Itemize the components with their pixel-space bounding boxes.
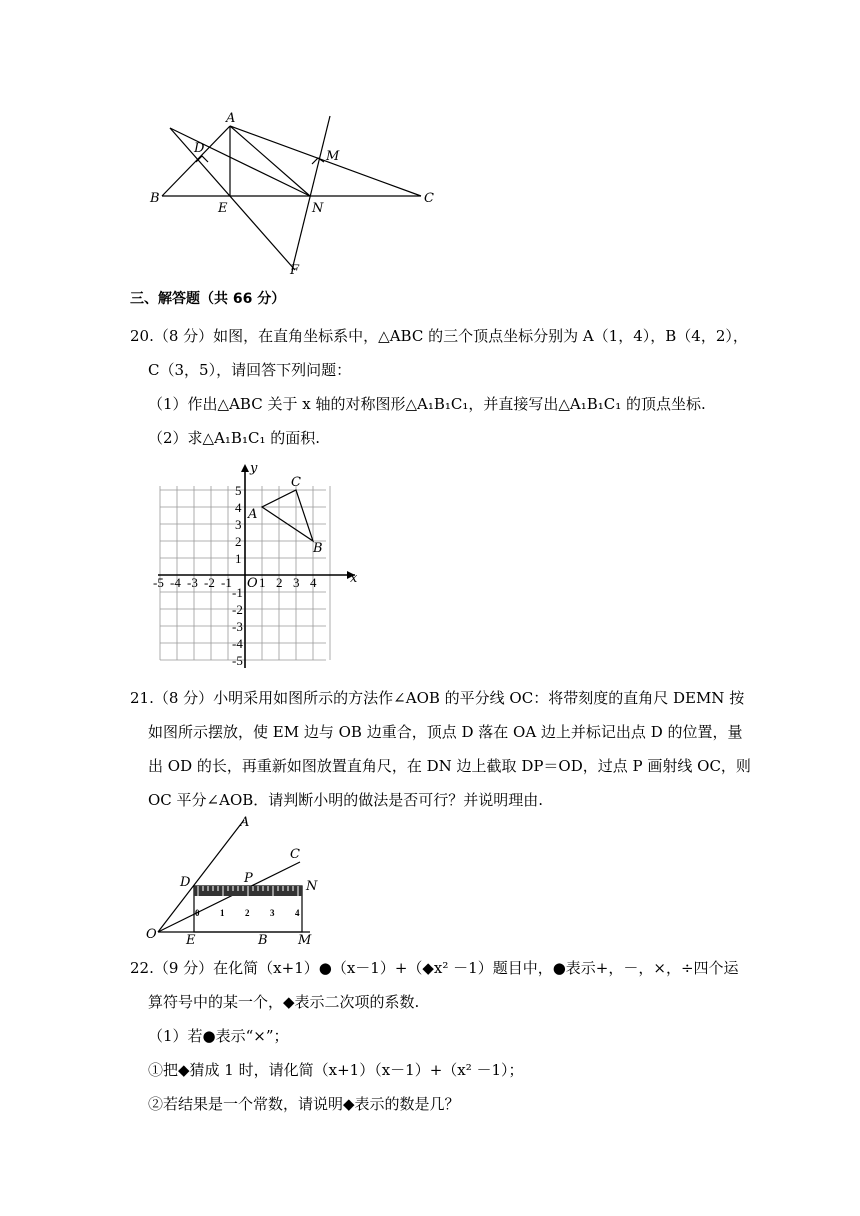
point-C-label: C bbox=[291, 475, 301, 490]
label-A: A bbox=[226, 111, 236, 126]
point-B-label: B bbox=[313, 541, 323, 556]
y-axis-label: y bbox=[250, 461, 258, 476]
x-tick-label: 4 bbox=[310, 575, 317, 590]
x-tick-label: 1 bbox=[259, 575, 266, 590]
label-M: M bbox=[326, 149, 340, 164]
y-tick-label: 5 bbox=[235, 483, 242, 498]
x-tick-label: -1 bbox=[221, 575, 232, 590]
label-P21: P bbox=[244, 871, 253, 886]
q21-line4: OC 平分∠AOB．请判断小明的做法是否可行？并说明理由. bbox=[148, 791, 544, 809]
point-A-label: A bbox=[248, 507, 258, 522]
q21-line1: 21.（8 分）小明采用如图所示的方法作∠AOB 的平分线 OC：将带刻度的直角尺 DEMN 按 bbox=[130, 689, 745, 707]
label-C21: C bbox=[290, 847, 300, 862]
q20-part2: （2）求△A₁B₁C₁ 的面积. bbox=[148, 429, 320, 447]
coordinate-grid-q20 bbox=[150, 460, 365, 672]
q20-part1: （1）作出△ABC 关于 x 轴的对称图形△A₁B₁C₁，并直接写出△A₁B₁C₁ 的顶点坐标. bbox=[148, 395, 706, 413]
triangle-abc bbox=[262, 490, 313, 541]
section-heading: 三、解答题（共 66 分） bbox=[130, 291, 286, 307]
origin-label: O bbox=[247, 576, 258, 591]
y-tick-label: 2 bbox=[235, 534, 242, 549]
label-B: B bbox=[150, 191, 160, 206]
ruler-number: 1 bbox=[220, 908, 225, 918]
x-tick-label: -5 bbox=[153, 575, 164, 590]
q21-line2: 如图所示摆放，使 EM 边与 OB 边重合，顶点 D 落在 OA 边上并标记出点 D 的位置，量 bbox=[148, 723, 743, 741]
q22-sub1: ①把◆猜成 1 时，请化简（x+1）（x－1）+（x² －1）； bbox=[148, 1061, 524, 1079]
q20-line1: 20.（8 分）如图，在直角坐标系中，△ABC 的三个顶点坐标分别为 A（1，4），B（4，2）， bbox=[130, 327, 748, 345]
label-N: N bbox=[312, 201, 324, 216]
label-A21: A bbox=[240, 815, 250, 830]
y-tick-label: -5 bbox=[232, 653, 243, 668]
q22-line2: 算符号中的某一个，◆表示二次项的系数. bbox=[148, 993, 420, 1011]
label-O21: O bbox=[146, 927, 157, 942]
y-tick-label: -1 bbox=[232, 585, 243, 600]
label-C: C bbox=[424, 191, 434, 206]
q22-part1: （1）若●表示“×”； bbox=[148, 1027, 289, 1045]
label-D21: D bbox=[180, 875, 191, 890]
q21-line3: 出 OD 的长，再重新如图放置直角尺，在 DN 边上截取 DP＝OD，过点 P 画射线 OC，则 bbox=[148, 757, 751, 775]
y-tick-label: -2 bbox=[232, 602, 243, 617]
label-F: F bbox=[290, 263, 300, 278]
label-N21: N bbox=[306, 879, 318, 894]
y-tick-label: 4 bbox=[235, 500, 242, 515]
q20-line2: C（3，5），请回答下列问题： bbox=[148, 361, 352, 379]
label-E21: E bbox=[186, 933, 196, 948]
x-axis-label: x bbox=[350, 571, 358, 586]
y-tick-label: 1 bbox=[235, 551, 242, 566]
x-tick-label: 3 bbox=[293, 575, 300, 590]
ruler-number: 3 bbox=[270, 908, 275, 918]
ruler-number: 2 bbox=[245, 908, 250, 918]
y-tick-label: -4 bbox=[232, 636, 243, 651]
y-tick-label: 3 bbox=[235, 517, 242, 532]
x-tick-label: -4 bbox=[170, 575, 181, 590]
ruler-number: 4 bbox=[295, 908, 300, 918]
label-M21: M bbox=[298, 933, 312, 948]
label-B21: B bbox=[258, 933, 268, 948]
y-tick-label: -3 bbox=[232, 619, 243, 634]
ruler-figure-q21 bbox=[140, 812, 340, 948]
label-E: E bbox=[218, 201, 228, 216]
q22-line1: 22.（9 分）在化简（x+1）●（x－1）+（◆x² －1）题目中，●表示+，－，×，÷四个运 bbox=[130, 959, 739, 977]
x-tick-label: -2 bbox=[204, 575, 215, 590]
ruler-number: 0 bbox=[195, 908, 200, 918]
triangle-figure-q19 bbox=[140, 108, 460, 278]
x-tick-label: 2 bbox=[276, 575, 283, 590]
q22-sub2: ②若结果是一个常数，请说明◆表示的数是几？ bbox=[148, 1095, 460, 1113]
label-D: D bbox=[194, 141, 205, 156]
x-tick-label: -3 bbox=[187, 575, 198, 590]
